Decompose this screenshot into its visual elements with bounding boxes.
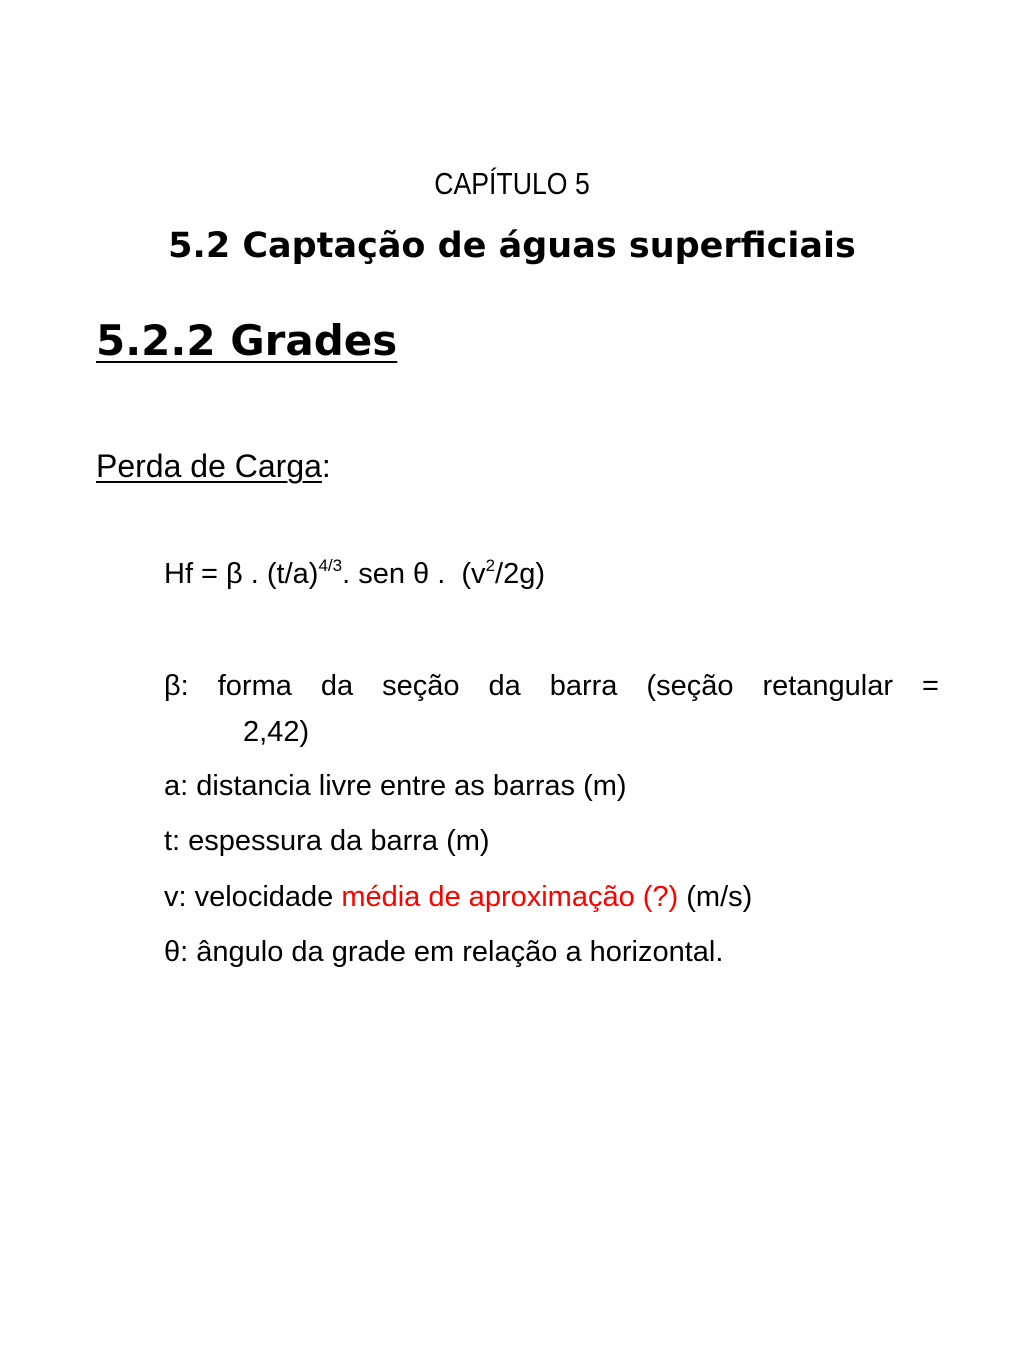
- formula-part-2: . sen θ . (v: [342, 558, 486, 590]
- formula-exponent-2: 2: [485, 556, 496, 575]
- section-title: 5.2 Captação de águas superficiais: [168, 226, 856, 266]
- beta-word: seção: [382, 670, 460, 702]
- v-suffix: (m/s): [678, 881, 753, 913]
- beta-word: =: [922, 670, 939, 702]
- beta-word: da: [320, 670, 354, 702]
- definition-theta: θ: ângulo da grade em relação a horizontal.: [164, 936, 724, 968]
- perda-colon: :: [321, 448, 331, 484]
- definition-t: t: espessura da barra (m): [164, 825, 490, 857]
- subsection-title: 5.2.2 Grades: [96, 316, 398, 365]
- definition-beta-continuation: 2,42): [243, 716, 310, 748]
- beta-word: da: [488, 670, 521, 702]
- definition-a: a: distancia livre entre as barras (m): [164, 770, 627, 802]
- formula-part-3: /2g): [495, 558, 546, 590]
- formula-exponent-1: 4/3: [318, 556, 343, 575]
- definition-v: [164, 881, 752, 914]
- v-highlight: média de aproximação (?): [341, 881, 679, 913]
- beta-word: retangular: [762, 670, 894, 702]
- perda-de-carga-heading: [96, 448, 331, 485]
- beta-word: barra: [549, 670, 618, 702]
- chapter-heading: CAPÍTULO 5: [434, 166, 590, 201]
- definition-beta: [164, 670, 939, 703]
- v-prefix: v: velocidade: [164, 881, 342, 913]
- formula-part-1: Hf = β . (t/a): [164, 558, 319, 590]
- beta-word: (seção: [646, 670, 734, 702]
- beta-word: β:: [164, 670, 189, 702]
- perda-label: Perda de Carga: [96, 448, 322, 484]
- head-loss-formula: [164, 558, 545, 591]
- beta-word: forma: [217, 670, 292, 702]
